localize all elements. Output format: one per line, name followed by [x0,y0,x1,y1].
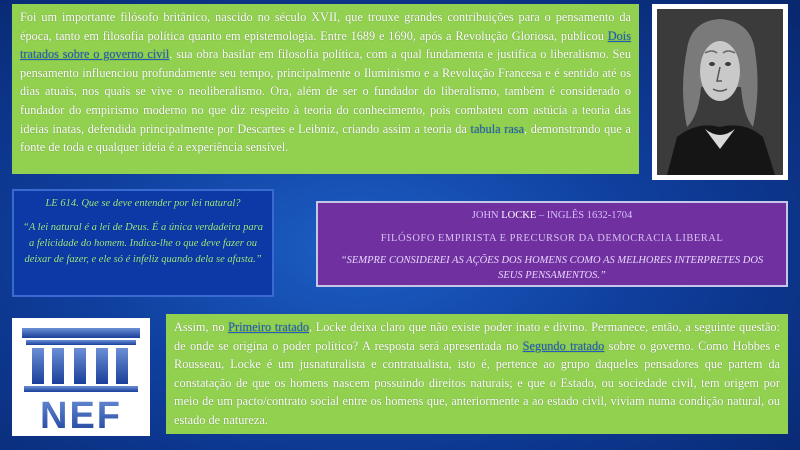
locke-quote: “SEMPRE CONSIDEREI AS AÇÕES DOS HOMENS COMO AS MELHORES INTERPRETES DOS SEUS PENSAMENTOS.” [340,255,764,281]
conclusion-part2: , Locke deixa claro que não existe poder inato e divino. Permanece, então, a seguinte questão: de onde se origina o poder político? A resposta será apresentada no [174,320,780,353]
le-answer: “A lei natural é a lei de Deus. É a única verdadeira para a felicidade do homem. Indica-lhe o que deve fazer ou deixar de fazer, e ele só é infeliz quando dela se afasta.” [22,222,263,265]
dois-tratados-link[interactable]: Dois tratados sobre o governo civil [20,28,631,62]
intro-text-part2: , sua obra basilar em filosofia política, com a qual fundamenta e justifica o liberalismo. Seu pensamento influenciou profundamente seu tempo, principalmente o Iluminismo e a Revolução Francesa e é sentido até os dias atuais, nos quais se vive o neoliberalismo. Ora, além de ser o fundador do liberalismo, também é considerado o fundador do empirismo moderno no que diz respeito à teoria do conhecimento, pois combateu com astúcia a teoria das ideias inatas, defendida principalmente por Descartes e Leibniz, criando assim a teoria da [20,47,631,136]
locke-first-name: JOHN [471,210,499,221]
segundo-tratado-link[interactable]: Segundo tratado [522,338,605,353]
tabula-rasa-term: tabula rasa [470,121,525,136]
le-quote-box [12,189,274,297]
portrait-drawing [657,9,783,175]
conclusion-part1: Assim, no [174,320,229,334]
locke-last-name: LOCKE [501,210,537,221]
locke-title-line [328,208,776,223]
intro-text-part1: Foi um importante filósofo britânico, nascido no século XVII, que trouxe grandes contribuições para o pensamento da época, tanto em filosofia política quanto em epistemologia. Entre 1689 e 1690, após a Revolução Gloriosa, publicou [20,10,631,43]
le-question: LE 614. Que se deve entender por lei natural? [45,198,241,209]
intro-text-part3: , demonstrando que a fonte de toda e qualquer ideia é a experiência sensível. [20,121,631,155]
primeiro-tratado-link[interactable]: Primeiro tratado [228,320,310,334]
locke-subtitle: FILÓSOFO EMPIRISTA E PRECURSOR DA DEMOCRACIA LIBERAL [380,233,724,244]
intro-text-box [12,4,639,174]
nef-logo-text: NEF [40,395,122,436]
locke-portrait-image [652,4,788,180]
conclusion-text-box [166,314,788,434]
locke-title-box [316,201,788,287]
nef-logo-graphic [12,318,150,436]
conclusion-part3: sobre o governo. Como Hobbes e Rousseau, Locke é um jusnaturalista e contratualista, isto é, pertence ao grupo daqueles pensadores que partem da constatação de que os homens nascem possuindo direitos naturais; e que o Estado, ou sociedade civil, tem origem por meio de um pacto/contrato social entre os homens que, anteriormente a ao estado civil, viviam numa condição natural, ou estado de natureza. [174,338,780,427]
locke-origin: – INGLÊS 1632-1704 [536,210,633,221]
nef-logo [12,318,150,436]
